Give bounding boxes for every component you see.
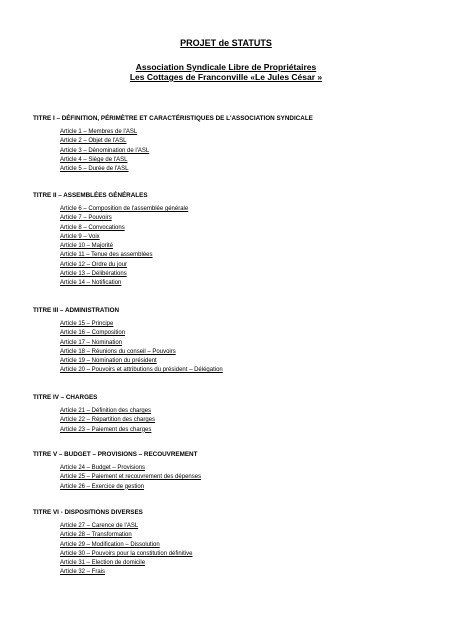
section-heading-titre-4: TITRE IV – CHARGES: [33, 394, 98, 401]
article-link[interactable]: Article 13 – Délibérations: [60, 271, 127, 278]
article-link[interactable]: Article 10 – Majorité: [60, 243, 114, 250]
article-link[interactable]: Article 24 – Budget – Provisions: [60, 465, 146, 471]
document-subtitle-line1: Association Syndicale Libre de Propriétaires: [135, 62, 317, 72]
article-link[interactable]: Article 6 – Composition de l'assemblée générale: [60, 206, 189, 212]
article-link[interactable]: Article 31 – Election de domicile: [60, 560, 146, 567]
article-link[interactable]: Article 14 – Notification: [60, 280, 122, 287]
article-link[interactable]: Article 30 – Pouvoirs pour la constitution définitive: [60, 550, 193, 557]
article-list-titre-5: [60, 464, 201, 492]
article-link[interactable]: Article 12 – Ordre du jour: [60, 261, 128, 268]
article-link[interactable]: Article 15 – Principe: [60, 321, 114, 327]
article-list-titre-3: [60, 320, 223, 376]
article-link[interactable]: Article 21 – Définition des charges: [60, 408, 152, 414]
section-heading-titre-5: TITRE V – BUDGET – PROVISIONS – RECOUVREMENT: [33, 451, 198, 458]
article-list-titre-4: [60, 407, 155, 435]
article-list-titre-2: [60, 205, 188, 289]
article-link[interactable]: Article 29 – Modification – Dissolution: [60, 541, 160, 548]
article-link[interactable]: Article 9 – Voix: [60, 233, 100, 240]
article-link[interactable]: Article 2 – Objet de l'ASL: [60, 138, 127, 145]
article-link[interactable]: Article 26 – Exercice de gestion: [60, 483, 145, 490]
section-heading-titre-6: TITRE VI - DISPOSITIONS DIVERSES: [33, 509, 143, 516]
article-link[interactable]: Article 20 – Pouvoirs et attributions du président – Délégation: [60, 367, 223, 374]
document-title: PROJET de STATUTS: [180, 38, 272, 48]
article-link[interactable]: Article 28 – Transformation: [60, 532, 132, 539]
article-link[interactable]: Article 8 – Convocations: [60, 224, 125, 231]
article-link[interactable]: Article 4 – Siège de l'ASL: [60, 156, 128, 163]
document-subtitle-line2: Les Cottages de Franconville «Le Jules César »: [129, 72, 323, 82]
article-link[interactable]: Article 32 – Frais: [60, 569, 106, 576]
article-link[interactable]: Article 25 – Paiement et recouvrement des dépenses: [60, 474, 202, 481]
article-link[interactable]: Article 27 – Carence de l'ASL: [60, 523, 139, 529]
article-link[interactable]: Article 16 – Composition: [60, 330, 126, 337]
article-link[interactable]: Article 11 – Tenue des assemblées: [60, 252, 153, 259]
article-link[interactable]: Article 3 – Dénomination de l'ASL: [60, 147, 150, 154]
article-link[interactable]: Article 19 – Nomination du président: [60, 358, 157, 365]
article-list-titre-1: [60, 128, 149, 174]
article-link[interactable]: Article 5 – Durée de l'ASL: [60, 166, 129, 173]
article-link[interactable]: Article 22 – Répartition des charges: [60, 417, 156, 424]
article-link[interactable]: Article 1 – Membres de l'ASL: [60, 129, 138, 135]
article-list-titre-6: [60, 522, 192, 578]
section-heading-titre-3: TITRE III – ADMINISTRATION: [33, 307, 120, 314]
section-heading-titre-2: TITRE II – ASSEMBLÉES GÉNÉRALES: [33, 192, 148, 199]
article-link[interactable]: Article 7 – Pouvoirs: [60, 215, 112, 222]
section-heading-titre-1: TITRE I – DÉFINITION, PÉRIMÈTRE ET CARACTÉRISTIQUES DE L'ASSOCIATION SYNDICALE: [33, 115, 313, 122]
article-link[interactable]: Article 23 – Paiement des charges: [60, 426, 152, 433]
article-link[interactable]: Article 17 – Nomination: [60, 339, 123, 346]
article-link[interactable]: Article 18 – Réunions du conseil – Pouvoirs: [60, 348, 176, 355]
